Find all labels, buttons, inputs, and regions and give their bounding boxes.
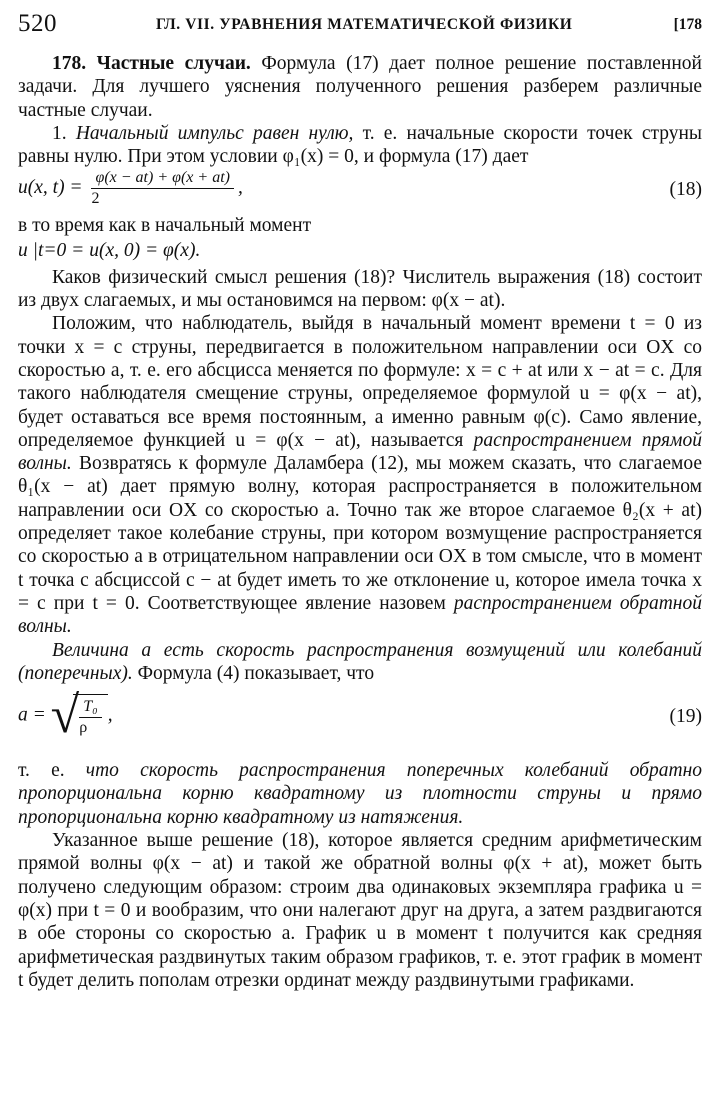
formula-19-number: (19) (669, 706, 702, 728)
proportional-paragraph (18, 759, 702, 829)
formula-19-fraction (79, 697, 101, 738)
formula-19-lhs: a = (18, 704, 46, 726)
proportional-statement: что скорость распространения поперечных колебаний обратно пропорциональна корню квадратному из плотности струны и прямо пропорциональна корню квадратному из натяжения. (18, 760, 702, 828)
formula-18-fraction (91, 168, 234, 209)
graph-paragraph: Указанное выше решение (18), которое является средним арифметическим прямой волны φ(x − at) и такой же обратной волны φ(x + at), может быть получено следующим образом: строим два одинаковых экземпляра графика u = φ(x) при t = 0 и вообразим, что они налегают друг на друга, а затем раздвигаются в обе стороны со скоростью a. График u в момент t получится как средняя арифметическая раздвинутых таким образом графиков, т. е. этот график в момент t будет делить пополам отрезки ординат между раздвинутыми графиками. (18, 830, 702, 991)
observer-text-1: Положим, что наблюдатель, выйдя в начальный момент времени t = 0 из точки x = c струны, передвигается в положительном направлении оси OX со скоростью a, т. е. его абсцисса меняется по формуле: x = c + at или x − at = c. Для такого наблюдателя смещение струны, определяемое формулой u = φ(x − at), будет оставаться все время постоянным, а именно равным φ(c). Само явление, определяемое функцией u = φ(x − at), называется (18, 313, 702, 451)
formula-19 (18, 685, 702, 759)
section-intro-paragraph (18, 52, 702, 122)
page-number: 520 (18, 10, 57, 37)
meaning-paragraph: Каков физический смысл решения (18)? Числитель выражения (18) состоит из двух слагаемых, и мы остановимся на первом: φ(x − at). (18, 266, 702, 312)
formula-18-tail: , (237, 177, 243, 199)
formula-19-denominator: ρ (79, 719, 88, 737)
case-1-number: 1. (52, 122, 76, 144)
reverse-wave-term: распространением обратной волны. (18, 592, 702, 638)
case-1-title: Начальный импульс равен нулю, (75, 122, 354, 144)
section-heading: 178. Частные случаи. (52, 53, 251, 74)
formula-18-denominator: 2 (91, 190, 100, 208)
section-intro-text: Формула (17) дает полное решение поставленной задачи. Для лучшего уяснения полученного решения разберем различные частные случаи. (18, 53, 702, 121)
section-reference: [178 (673, 16, 702, 33)
proportional-text: т. е. (18, 760, 86, 782)
chapter-title: ГЛ. VII. УРАВНЕНИЯ МАТЕМАТИЧЕСКОЙ ФИЗИКИ (156, 16, 573, 33)
speed-statement: Величина a есть скорость распространения возмущений или колебаний (поперечных). (18, 639, 702, 684)
observer-text-2: Возвратясь к формуле Даламбера (12), мы можем сказать, что слагаемое θ₁(x − at) дает прямую волну, которая распространяется в положительном направлении оси OX со скоростью a. Точно так же второе слагаемое θ₂(x + at) определяет такое колебание струны, при котором возмущение распространяется со скоростью a в отрицательном направлении оси OX в том смысле, что в момент t точка с абсциссой c − at будет иметь то же отклонение u, которое имела точка x = c при t = 0. Соответствующее явление назовем (18, 453, 702, 614)
body-text (18, 52, 702, 992)
observer-paragraph (18, 312, 702, 638)
after-formula-18-text: в то время как в начальный момент (18, 215, 312, 237)
formula-19-tail: , (107, 704, 113, 726)
case-1-text: т. е. начальные скорости точек струны равны нулю. При этом условии φ₁(x) = 0, и формула (17) дает (18, 122, 703, 168)
formula-19-numerator: T₀ (79, 697, 101, 718)
speed-paragraph (18, 639, 702, 686)
speed-text: Формула (4) показывает, что (132, 662, 375, 684)
initial-moment-formula: u |t=0 = u(x, 0) = φ(x). (18, 239, 201, 261)
case-1-paragraph (18, 122, 702, 169)
formula-18-number: (18) (669, 179, 702, 201)
running-header (18, 10, 702, 40)
square-root (50, 687, 108, 745)
formula-18 (18, 168, 702, 214)
radical-sign: √ (50, 687, 80, 745)
formula-18-lhs: u(x, t) = (18, 177, 83, 199)
formula-18-numerator: φ(x − at) + φ(x + at) (91, 168, 234, 189)
direct-wave-term: распространением прямой волны. (18, 429, 702, 475)
